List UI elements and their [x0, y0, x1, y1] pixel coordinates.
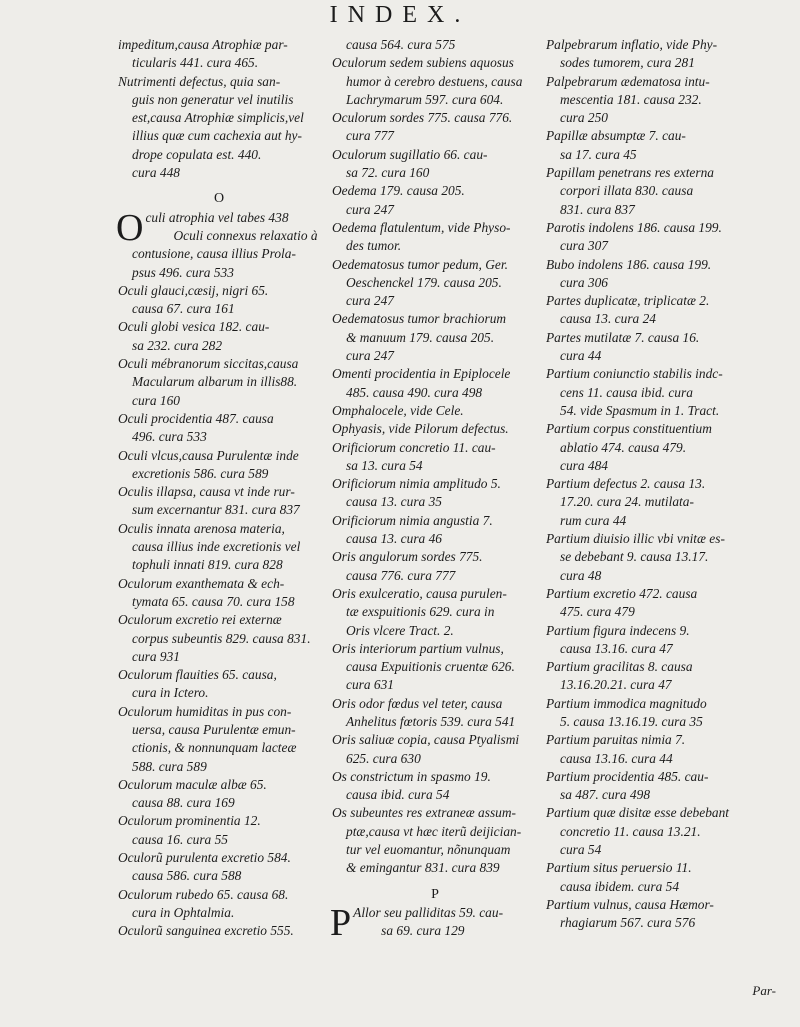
- index-entry-text: cura 247: [346, 348, 394, 364]
- index-entry-line: [118, 575, 320, 593]
- index-entry-line: [118, 245, 320, 263]
- index-entry-text: Oculis illapsa, causa vt inde rur-: [118, 484, 295, 500]
- index-entry-text: Oculorum rubedo 65. causa 68.: [118, 886, 289, 902]
- index-entry-line: [332, 237, 538, 255]
- index-entry-line: [118, 703, 320, 721]
- index-entry-text: psus 496. cura 533: [132, 264, 234, 280]
- index-entry-text: Oculis innata arenosa materia,: [118, 520, 285, 536]
- spacer: [332, 878, 538, 886]
- index-entry-text: cura 448: [132, 165, 180, 181]
- index-entry-text: causa ibidem. cura 54: [560, 878, 680, 894]
- index-entry-line: [546, 164, 780, 182]
- index-entry-line: [332, 622, 538, 640]
- index-entry-line: [546, 475, 780, 493]
- index-entry-text: Oculi mébranorum siccitas,causa: [118, 356, 299, 372]
- index-entry-text: causa Expuitionis cruentæ 626.: [346, 659, 515, 675]
- index-entry-line: [546, 182, 780, 200]
- index-entry-line: [353, 922, 538, 940]
- index-entry-text: Partium defectus 2. causa 13.: [546, 476, 706, 492]
- index-entry-text: 5. causa 13.16.19. cura 35: [560, 713, 703, 729]
- index-entry-text: ticularis 441. cura 465.: [132, 55, 259, 71]
- index-entry-text: tophuli innati 819. cura 828: [132, 557, 283, 573]
- index-entry-line: [546, 457, 780, 475]
- index-entry-line: [118, 867, 320, 885]
- index-entry-line: [546, 36, 780, 54]
- index-entry-line: [546, 73, 780, 91]
- index-entry-text: Oculorum prominentia 12.: [118, 813, 261, 829]
- index-entry-line: [118, 721, 320, 739]
- index-entry-line: [118, 794, 320, 812]
- index-entry-text: Os constrictum in spasmo 19.: [332, 768, 491, 784]
- index-entry-text: cura 160: [132, 392, 180, 408]
- index-entry-text: Oculi globi vesica 182. cau-: [118, 319, 270, 335]
- index-entry-text: Lachrymarum 597. cura 604.: [346, 91, 504, 107]
- index-entry-text: Oculorum humiditas in pus con-: [118, 703, 292, 719]
- index-entry-text: causa 67. cura 161: [132, 301, 235, 317]
- index-entry-line: [332, 530, 538, 548]
- index-entry-text: impeditum,causa Atrophiæ par-: [118, 37, 288, 52]
- index-entry-text: sa 13. cura 54: [346, 457, 423, 473]
- index-entry-text: est,causa Atrophiæ simplicis,vel: [132, 110, 304, 126]
- index-entry-text: Partium procidentia 485. cau-: [546, 768, 709, 784]
- index-entry-text: Oris odor fœdus vel teter, causa: [332, 695, 503, 711]
- index-entry-text: causa 586. cura 588: [132, 868, 242, 884]
- index-entry-line: [546, 695, 780, 713]
- index-entry-line: [332, 219, 538, 237]
- index-entry-line: [332, 493, 538, 511]
- index-entry-text: Partium figura indecens 9.: [546, 622, 690, 638]
- index-entry-text: Palpebrarum inflatio, vide Phy-: [546, 37, 718, 52]
- index-entry-text: tæ exspuitionis 629. cura in: [346, 604, 495, 620]
- index-entry-text: Oculorum excretio rei externæ: [118, 612, 282, 628]
- index-entry-text: 588. cura 589: [132, 758, 207, 774]
- index-entry-line: [332, 292, 538, 310]
- index-entry-text: Oculorum maculæ albæ 65.: [118, 776, 267, 792]
- index-entry-text: ctionis, & nonnunquam lacteæ: [132, 740, 297, 756]
- index-entry-text: causa 88. cura 169: [132, 795, 235, 811]
- index-entry-text: ablatio 474. causa 479.: [560, 439, 687, 455]
- index-entry-line: [332, 274, 538, 292]
- index-entry-text: Partes duplicatæ, triplicatæ 2.: [546, 293, 710, 309]
- index-entry-text: Orificiorum nimia amplitudo 5.: [332, 476, 501, 492]
- index-entry-text: Oculorum exanthemata & ech-: [118, 575, 285, 591]
- index-entry-line: [118, 465, 320, 483]
- index-entry-line: [332, 329, 538, 347]
- index-column-left: [118, 36, 320, 941]
- index-entry-line: [118, 739, 320, 757]
- index-entry-text: Ophyasis, vide Pilorum defectus.: [332, 421, 509, 437]
- index-entry-line: [546, 713, 780, 731]
- index-entry-text: Oris vlcere Tract. 2.: [346, 622, 454, 638]
- index-entry-text: contusione, causa illius Prola-: [132, 246, 296, 262]
- index-entry-line: [118, 611, 320, 629]
- index-entry-text: cura 631: [346, 677, 394, 693]
- index-entry-line: [332, 384, 538, 402]
- index-entry-text: Oeschenckel 179. causa 205.: [346, 274, 502, 290]
- index-entry-text: cura 307: [560, 238, 608, 254]
- index-entry-line: [546, 347, 780, 365]
- index-entry-text: Oculi glauci,cæsij, nigri 65.: [118, 282, 269, 298]
- index-entry-line: [118, 282, 320, 300]
- index-entry-text: causa 13. cura 24: [560, 311, 656, 327]
- index-entry-text: guis non generatur vel inutilis: [132, 91, 294, 107]
- index-entry-text: Oedematosus tumor brachiorum: [332, 311, 507, 327]
- index-entry-text: Oculi vlcus,causa Purulentæ inde: [118, 447, 299, 463]
- index-entry-line: [118, 904, 320, 922]
- index-entry-text: causa 564. cura 575: [346, 37, 456, 52]
- section-letter: O: [213, 191, 225, 207]
- index-entry-text: mescentia 181. causa 232.: [560, 91, 702, 107]
- index-entry-line: [118, 54, 320, 72]
- index-entry-text: Oculorũ purulenta excretio 584.: [118, 850, 291, 866]
- index-entry-line: [118, 593, 320, 611]
- index-entry-line: [332, 109, 538, 127]
- index-entry-line: [118, 501, 320, 519]
- index-entry-line: [332, 457, 538, 475]
- index-entry-line: [145, 227, 320, 245]
- index-entry-text: causa 13.16. cura 44: [560, 750, 673, 766]
- index-entry-line: [546, 219, 780, 237]
- index-entry-line: [546, 786, 780, 804]
- index-entry-line: [118, 127, 320, 145]
- index-entry-text: cura 247: [346, 293, 394, 309]
- index-entry-line: [118, 300, 320, 318]
- index-entry-line: [332, 365, 538, 383]
- index-entry-line: [332, 731, 538, 749]
- index-entry-line: [332, 73, 538, 91]
- index-column-middle: [330, 36, 538, 944]
- index-entry-line: [332, 713, 538, 731]
- index-entry-text: Oculi procidentia 487. causa: [118, 410, 274, 426]
- drop-cap: P: [330, 901, 352, 944]
- index-entry-text: Partium diuisio illic vbi vnitæ es-: [546, 531, 725, 547]
- index-entry-text: Os subeuntes res extraneæ assum-: [332, 805, 516, 821]
- index-entry-line: [332, 91, 538, 109]
- index-entry-text: causa 13.16. cura 47: [560, 640, 673, 656]
- index-entry-line: [546, 365, 780, 383]
- index-entry-line: [332, 658, 538, 676]
- index-entry-line: [118, 318, 320, 336]
- index-entry-line: [546, 914, 780, 932]
- index-entry-text: 625. cura 630: [346, 750, 421, 766]
- index-entry-text: 496. cura 533: [132, 429, 207, 445]
- index-entry-text: rhagiarum 567. cura 576: [560, 915, 696, 931]
- index-entry-line: [546, 878, 780, 896]
- index-entry-text: sa 232. cura 282: [132, 337, 223, 353]
- index-entry-line: [118, 520, 320, 538]
- index-entry-text: causa 776. cura 777: [346, 567, 456, 583]
- index-entry-text: causa illius inde excretionis vel: [132, 539, 301, 555]
- index-entry-line: [546, 804, 780, 822]
- index-entry-text: tur vel euomantur, nõnunquam: [346, 842, 511, 858]
- index-entry-text: Parotis indolens 186. causa 199.: [546, 219, 722, 235]
- index-entry-text: 831. cura 837: [560, 201, 635, 217]
- index-entry-text: rum cura 44: [560, 512, 627, 528]
- index-entry-text: 485. causa 490. cura 498: [346, 384, 483, 400]
- index-entry-line: [118, 164, 320, 182]
- index-entry-text: Partium vulnus, causa Hæmor-: [546, 896, 714, 912]
- index-entry-text: Partium excretio 472. causa: [546, 585, 698, 601]
- index-entry-line: [546, 402, 780, 420]
- index-entry-text: Oculorum sugillatio 66. cau-: [332, 146, 488, 162]
- index-entry-line: [546, 310, 780, 328]
- index-entry-line: [332, 859, 538, 877]
- index-entry-text: sum excernantur 831. cura 837: [132, 502, 300, 518]
- index-entry-text: illius quæ cum cachexia aut hy-: [132, 128, 302, 144]
- index-entry-line: [546, 658, 780, 676]
- index-entry-line: [118, 886, 320, 904]
- index-entry-line: [332, 567, 538, 585]
- index-entry-text: sa 72. cura 160: [346, 165, 430, 181]
- index-entry-text: Papillam penetrans res externa: [546, 165, 714, 181]
- index-entry-line: [118, 538, 320, 556]
- index-entry-text: Partium situs peruersio 11.: [546, 860, 692, 876]
- index-entry-line: [546, 859, 780, 877]
- index-entry-text: Allor seu palliditas 59. cau-: [353, 904, 504, 920]
- index-entry-line: [546, 274, 780, 292]
- index-entry-text: Partium gracilitas 8. causa: [546, 659, 693, 675]
- index-entry-text: Oedematosus tumor pedum, Ger.: [332, 256, 508, 272]
- index-entry-text: cura 48: [560, 567, 602, 583]
- index-entry-text: Partium quæ disitæ esse debebant: [546, 805, 729, 821]
- index-entry-line: [546, 420, 780, 438]
- index-entry-line: [118, 922, 320, 940]
- index-entry-line: [546, 256, 780, 274]
- index-entry-line: [546, 493, 780, 511]
- index-entry-line: [118, 666, 320, 684]
- index-entry-line: [332, 146, 538, 164]
- index-entry-line: [118, 849, 320, 867]
- index-entry-text: Oris exulceratio, causa purulen-: [332, 585, 507, 601]
- index-entry-text: sa 17. cura 45: [560, 146, 637, 162]
- index-entry-text: Oris saliuæ copia, causa Ptyalismi: [332, 732, 520, 748]
- index-entry-text: 13.16.20.21. cura 47: [560, 677, 672, 693]
- index-entry-text: Orificiorum nimia angustia 7.: [332, 512, 493, 528]
- index-entry-line: [546, 91, 780, 109]
- index-entry-line: [546, 127, 780, 145]
- index-entry-text: ptæ,causa vt hæc iterũ deijician-: [346, 823, 522, 839]
- index-entry-text: Orificiorum concretio 11. cau-: [332, 439, 496, 455]
- index-entry-line: [332, 750, 538, 768]
- index-entry-line: [118, 146, 320, 164]
- index-entry-text: Oculorum sedem subiens aquosus: [332, 55, 514, 71]
- index-entry-line: [118, 556, 320, 574]
- index-entry-text: cura in Ictero.: [132, 685, 209, 701]
- index-entry-line: [118, 812, 320, 830]
- index-entry-text: Oris angulorum sordes 775.: [332, 549, 483, 565]
- index-entry-line: [118, 648, 320, 666]
- index-entry-line: [546, 731, 780, 749]
- index-entry-line: [332, 804, 538, 822]
- index-entry-line: [546, 676, 780, 694]
- index-entry-text: Papillæ absumptæ 7. cau-: [546, 128, 686, 144]
- index-entry-text: uersa, causa Purulentæ emun-: [132, 721, 296, 737]
- index-entry-line: [546, 603, 780, 621]
- spacer: [118, 182, 320, 190]
- index-entry-line: [332, 201, 538, 219]
- index-entry-line: [546, 622, 780, 640]
- index-entry-line: [118, 355, 320, 373]
- index-entry-line: [332, 512, 538, 530]
- index-entry-text: Omenti procidentia in Epiplocele: [332, 366, 511, 382]
- index-entry-text: sodes tumorem, cura 281: [560, 55, 695, 71]
- index-entry-text: excretionis 586. cura 589: [132, 465, 269, 481]
- index-entry-text: cens 11. causa ibid. cura: [560, 384, 693, 400]
- index-entry-line: [118, 392, 320, 410]
- index-entry-text: Partium immodica magnitudo: [546, 695, 707, 711]
- index-entry-line: [332, 347, 538, 365]
- index-entry-line: [118, 264, 320, 282]
- index-entry-line: [332, 768, 538, 786]
- index-entry-text: sa 69. cura 129: [381, 923, 465, 939]
- index-entry-line: [118, 684, 320, 702]
- index-entry-line: [546, 201, 780, 219]
- index-entry-line: [546, 54, 780, 72]
- index-entry-line: [118, 109, 320, 127]
- section-letter: P: [431, 886, 439, 902]
- index-entry-text: 17.20. cura 24. mutilata-: [560, 494, 694, 510]
- index-entry-line: [546, 109, 780, 127]
- index-entry-line: [546, 768, 780, 786]
- index-entry-line: [332, 310, 538, 328]
- index-entry-line: [118, 337, 320, 355]
- index-entry-line: [118, 630, 320, 648]
- index-entry-line: [546, 384, 780, 402]
- index-entry-text: & manuum 179. causa 205.: [346, 329, 495, 345]
- index-entry-line: [332, 402, 538, 420]
- index-entry-text: sa 487. cura 498: [560, 787, 651, 803]
- index-entry-text: cura 54: [560, 842, 602, 858]
- index-entry-line: [332, 841, 538, 859]
- index-entry-line: [118, 410, 320, 428]
- index-entry-line: [332, 439, 538, 457]
- index-entry-text: cura 250: [560, 110, 608, 126]
- index-entry-line: [118, 36, 320, 54]
- index-entry-line: [332, 603, 538, 621]
- index-entry-line: [546, 640, 780, 658]
- index-entry-line: [546, 567, 780, 585]
- index-entry-text: Oedema 179. causa 205.: [332, 183, 465, 199]
- index-entry-line: [118, 428, 320, 446]
- index-entry-line: [118, 447, 320, 465]
- index-entry-line: [118, 831, 320, 849]
- drop-cap: O: [116, 206, 144, 249]
- index-entry-text: causa 13. cura 46: [346, 531, 442, 547]
- index-entry-line: [332, 182, 538, 200]
- index-entry-text: tymata 65. causa 70. cura 158: [132, 593, 295, 609]
- index-entry-text: cura 777: [346, 128, 394, 144]
- index-entry-line: [546, 237, 780, 255]
- index-entry-text: concretio 11. causa 13.21.: [560, 823, 701, 839]
- index-entry-text: Omphalocele, vide Cele.: [332, 402, 464, 418]
- index-entry-line: [332, 676, 538, 694]
- index-entry-line: [546, 292, 780, 310]
- index-entry-line: [332, 475, 538, 493]
- index-entry-line: [546, 750, 780, 768]
- index-entry-line: [118, 73, 320, 91]
- index-entry-line: [332, 420, 538, 438]
- index-entry-text: se debebant 9. causa 13.17.: [560, 549, 709, 565]
- index-entry-line: [332, 256, 538, 274]
- index-entry-line: [546, 146, 780, 164]
- index-entry-text: Partium corpus constituentium: [546, 421, 712, 437]
- index-entry-text: cura 44: [560, 348, 602, 364]
- page-header: INDEX.: [329, 2, 471, 28]
- index-entry-line: [332, 640, 538, 658]
- index-entry-text: 475. cura 479: [560, 604, 635, 620]
- index-entry-text: cura 484: [560, 457, 608, 473]
- index-entry-line: [332, 54, 538, 72]
- index-entry-line: [546, 841, 780, 859]
- index-entry-line: [332, 127, 538, 145]
- index-entry-line: [546, 823, 780, 841]
- index-entry-text: cura 931: [132, 648, 180, 664]
- index-entry-text: corpus subeuntis 829. causa 831.: [132, 630, 311, 646]
- index-entry-line: [332, 585, 538, 603]
- index-entry-text: drope copulata est. 440.: [132, 146, 262, 162]
- index-entry-line: [118, 758, 320, 776]
- index-entry-text: causa 16. cura 55: [132, 831, 228, 847]
- index-entry-text: causa 13. cura 35: [346, 494, 442, 510]
- index-entry-line: [118, 483, 320, 501]
- index-entry-text: Bubo indolens 186. causa 199.: [546, 256, 712, 272]
- index-entry-line: [546, 439, 780, 457]
- index-entry-line: [332, 823, 538, 841]
- index-entry-text: 54. vide Spasmum in 1. Tract.: [560, 402, 720, 418]
- index-entry-line: [546, 512, 780, 530]
- index-entry-text: Partium coniunctio stabilis indc-: [546, 366, 723, 382]
- index-entry-line: [332, 786, 538, 804]
- index-entry-text: Palpebrarum ædematosa intu-: [546, 73, 710, 89]
- index-entry-text: & emingantur 831. cura 839: [346, 860, 500, 876]
- index-entry-line: [118, 776, 320, 794]
- index-entry-line: [546, 548, 780, 566]
- index-entry-line: [546, 896, 780, 914]
- index-entry-text: corpori illata 830. causa: [560, 183, 694, 199]
- index-entry-text: culi atrophia vel tabes 438: [145, 209, 289, 225]
- index-entry-text: causa ibid. cura 54: [346, 787, 450, 803]
- index-entry-text: cura in Ophtalmia.: [132, 904, 235, 920]
- index-entry-text: Oculi connexus relaxatio à: [173, 227, 318, 243]
- index-entry-line: [118, 91, 320, 109]
- index-entry-text: Oris interiorum partium vulnus,: [332, 640, 504, 656]
- index-entry-text: Oculorũ sanguinea excretio 555.: [118, 923, 294, 939]
- index-entry-line: [546, 329, 780, 347]
- index-entry-text: humor à cerebro destuens, causa: [346, 73, 523, 89]
- index-entry-line: [118, 373, 320, 391]
- index-entry-text: des tumor.: [346, 238, 402, 254]
- index-entry-line: [332, 36, 538, 54]
- index-column-right: [546, 36, 780, 933]
- index-entry-line: [332, 164, 538, 182]
- index-entry-text: cura 306: [560, 274, 608, 290]
- index-entry-text: Macularum albarum in illis88.: [132, 374, 298, 390]
- index-entry-text: Oedema flatulentum, vide Physo-: [332, 219, 511, 235]
- index-entry-text: Partium paruitas nimia 7.: [546, 732, 686, 748]
- index-entry-line: [546, 585, 780, 603]
- index-entry-text: Nutrimenti defectus, quia san-: [118, 73, 281, 89]
- index-entry-text: Oculorum flauities 65. causa,: [118, 667, 277, 683]
- index-entry-text: Partes mutilatæ 7. causa 16.: [546, 329, 700, 345]
- index-entry-line: [332, 695, 538, 713]
- index-entry-line: [332, 548, 538, 566]
- index-entry-text: cura 247: [346, 201, 394, 217]
- index-entry-text: Oculorum sordes 775. causa 776.: [332, 110, 513, 126]
- catchword: Par-: [752, 983, 776, 998]
- index-entry-line: [546, 530, 780, 548]
- index-entry-text: Anhelitus fœtoris 539. cura 541: [346, 713, 516, 729]
